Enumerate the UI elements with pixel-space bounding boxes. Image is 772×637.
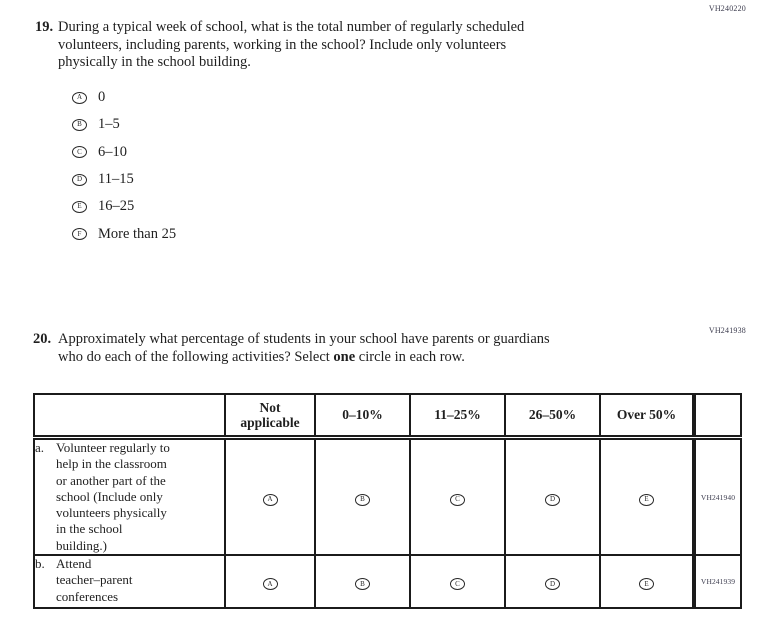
question-19-code: VH240220 [708, 4, 746, 13]
option-row-e [72, 193, 176, 220]
answer-bubble-f[interactable] [72, 228, 87, 240]
bubble-letter: A [267, 495, 273, 504]
answer-bubble-b[interactable] [72, 119, 87, 131]
row-b-letter: b. [35, 556, 45, 572]
row-a-code: VH241940 [694, 438, 741, 556]
option-label: 16–25 [98, 198, 135, 215]
bubble-letter: E [644, 579, 649, 588]
bubble-letter: A [76, 93, 83, 102]
answer-bubble-e[interactable] [72, 201, 87, 213]
answer-bubble-e[interactable] [639, 578, 654, 590]
question-20-code: VH241938 [708, 326, 746, 335]
header-code-blank [694, 394, 741, 438]
bubble-letter: C [455, 495, 460, 504]
option-label: 11–15 [98, 171, 134, 188]
question-20-line1: Approximately what percentage of students in your school have parents or guardians [58, 331, 550, 347]
answer-bubble-a[interactable] [72, 92, 87, 104]
table-row-b [34, 555, 741, 608]
row-b-cell-not-applicable [225, 555, 315, 608]
row-b-cell-over-50 [600, 555, 694, 608]
bubble-letter: D [549, 579, 556, 588]
question-20-bold-word: one [333, 348, 356, 365]
row-b-cell-0-10 [315, 555, 410, 608]
question-20 [33, 331, 550, 366]
option-row-a [72, 84, 176, 111]
question-19 [35, 19, 524, 72]
question-19-options [72, 84, 176, 248]
answer-bubble-d[interactable] [545, 494, 560, 506]
question-20-line2-post: circle in each row. [355, 348, 465, 365]
bubble-letter: C [455, 579, 460, 588]
option-row-c [72, 139, 176, 166]
bubble-letter: B [360, 579, 365, 588]
option-row-f [72, 220, 176, 247]
question-20-text [58, 331, 550, 366]
question-19-text: During a typical week of school, what is the total number of regularly scheduled volunteers, including parents, working in the school? Include only volunteers physically in the school building. [58, 19, 525, 70]
row-a-label-cell [34, 438, 225, 556]
option-label: 0 [98, 89, 106, 106]
option-label: More than 25 [98, 225, 177, 242]
question-19-number: 19. [35, 19, 54, 35]
row-a-cell-not-applicable [225, 438, 315, 556]
row-b-cell-11-25 [410, 555, 505, 608]
answer-bubble-d[interactable] [72, 174, 87, 186]
answer-bubble-c[interactable] [450, 494, 465, 506]
bubble-letter: C [77, 147, 82, 156]
answer-bubble-d[interactable] [545, 578, 560, 590]
bubble-letter: B [360, 495, 365, 504]
row-a-cell-over-50 [600, 438, 694, 556]
question-20-table [33, 393, 742, 609]
bubble-letter: B [77, 120, 82, 129]
row-a-label: Volunteer regularly to help in the classroom or another part of the school (Include only volunteers physically in the school building.) [56, 440, 170, 553]
bubble-letter: D [76, 175, 83, 184]
row-a-cell-0-10 [315, 438, 410, 556]
answer-bubble-c[interactable] [450, 578, 465, 590]
row-b-label: Attend teacher–parent conferences [56, 556, 133, 604]
row-a-cell-11-25 [410, 438, 505, 556]
bubble-letter: D [549, 495, 556, 504]
row-a-letter: a. [35, 440, 45, 455]
answer-bubble-a[interactable] [263, 578, 278, 590]
option-row-d [72, 166, 176, 193]
answer-bubble-e[interactable] [639, 494, 654, 506]
header-26-50: 26–50% [505, 394, 600, 438]
header-not-applicable: Not applicable [225, 394, 315, 438]
row-a-cell-26-50 [505, 438, 600, 556]
question-20-line2-pre: who do each of the following activities? Select [58, 348, 334, 365]
option-label: 6–10 [98, 143, 127, 160]
answer-bubble-b[interactable] [355, 494, 370, 506]
answer-bubble-c[interactable] [72, 146, 87, 158]
bubble-letter: E [644, 495, 649, 504]
row-b-label-cell [34, 555, 225, 608]
header-blank [34, 394, 225, 438]
option-label: 1–5 [98, 116, 120, 133]
row-b-cell-26-50 [505, 555, 600, 608]
answer-bubble-a[interactable] [263, 494, 278, 506]
row-b-code: VH241939 [694, 555, 741, 608]
header-11-25: 11–25% [410, 394, 505, 438]
table-header-row [34, 394, 741, 438]
header-0-10: 0–10% [315, 394, 410, 438]
answer-bubble-b[interactable] [355, 578, 370, 590]
bubble-letter: F [77, 229, 82, 238]
bubble-letter: A [267, 579, 273, 588]
bubble-letter: E [77, 202, 82, 211]
header-over-50: Over 50% [600, 394, 694, 438]
table-row-a [34, 438, 741, 556]
option-row-b [72, 111, 176, 138]
question-20-number: 20. [33, 331, 52, 347]
